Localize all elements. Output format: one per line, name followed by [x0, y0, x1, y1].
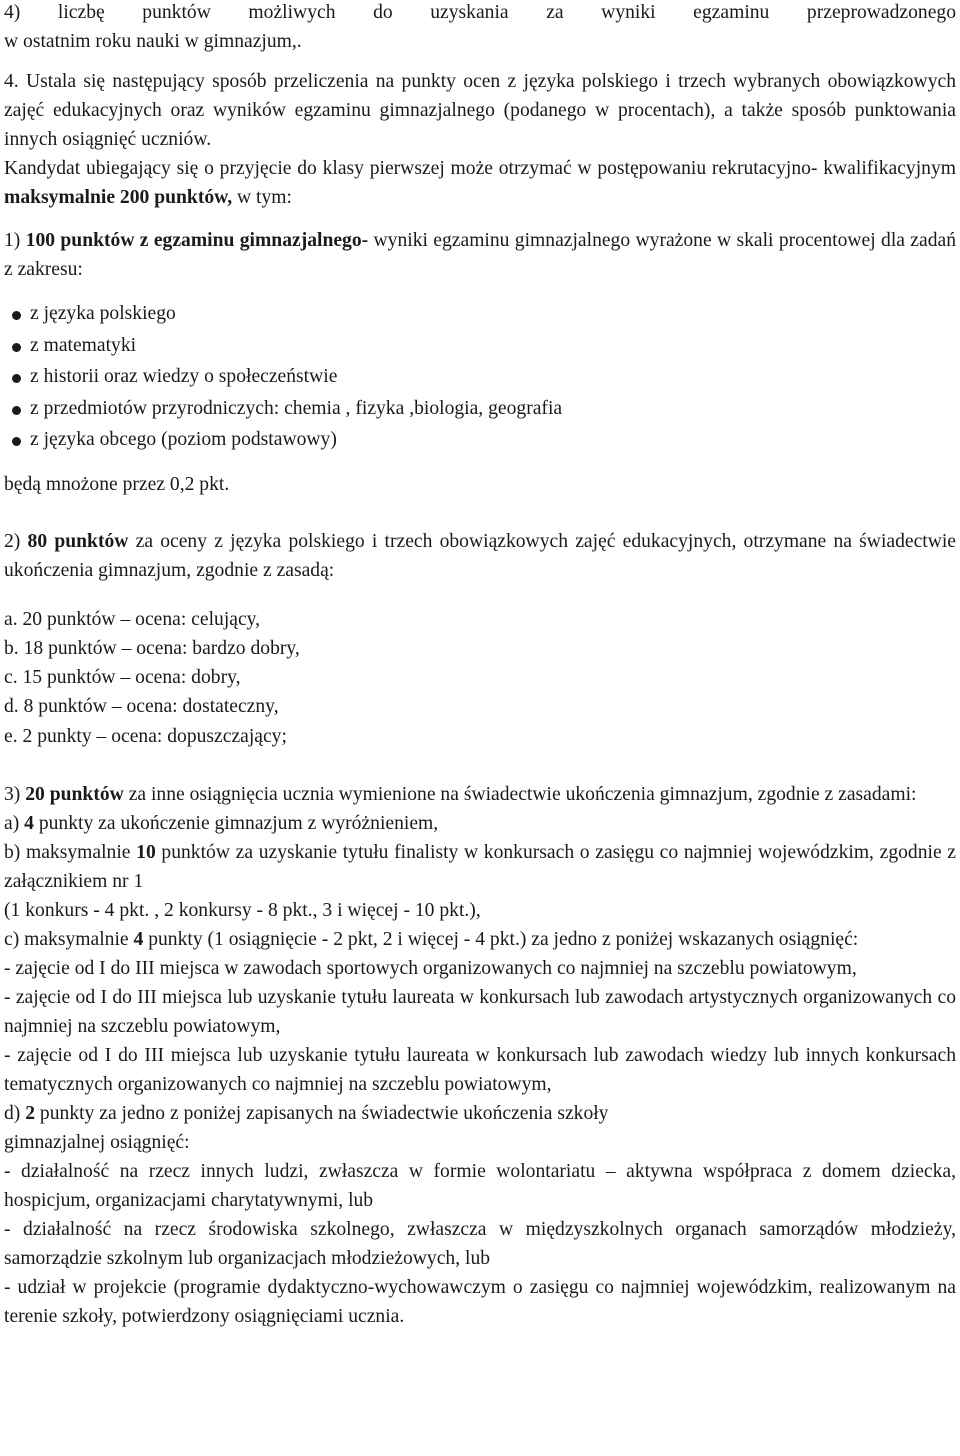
point-3-d-bold: 2 — [25, 1102, 36, 1124]
point-3-a — [4, 809, 956, 838]
point-3-b — [4, 838, 956, 896]
list-item: z historii oraz wiedzy o społeczeństwie — [10, 361, 956, 393]
exam-subject-list — [4, 298, 956, 456]
list-item: b. 18 punktów – ocena: bardzo dobry, — [4, 637, 300, 659]
point-1-text: wyniki egzaminu gimnazjalnego wyrażone w skali procentowej dla zadań z zakresu: — [4, 230, 956, 280]
list-item: - działalność na rzecz środowiska szkolnego, zwłaszcza w międzyszkolnych organach samorządów młodzieży, samorządzie szkolnym lub organizacjach młodzieżowych, lub — [4, 1218, 956, 1269]
point-3-b-bold: 10 — [136, 841, 156, 863]
point-1-bold: 100 punktów z egzaminu gimnazjalnego- — [25, 230, 369, 251]
list-item: - zajęcie od I do III miejsca w zawodach sportowych organizowanych co najmniej na szczeblu powiatowym, — [4, 957, 857, 979]
item-4-line1: 4) liczbę punktów możliwych do uzyskania za wyniki egzaminu przeprowadzonego — [4, 2, 956, 23]
multiplier-text: będą mnożone przez 0,2 pkt. — [4, 473, 230, 495]
point-1-number: 1) — [4, 230, 21, 251]
point-3-b-text: punktów za uzyskanie tytułu finalisty w konkursach o zasięgu co najmniej wojewódzkim, zgodnie z załącznikiem nr 1 — [4, 841, 957, 892]
list-item: - zajęcie od I do III miejsca lub uzyskanie tytułu laureata w konkursach lub zawodach wiedzy lub innych konkursach tematycznych organizowanych co najmniej na szczeblu powiatowym, — [4, 1044, 956, 1095]
point-2 — [4, 527, 956, 585]
point-3-d-prefix: d) — [4, 1102, 26, 1124]
list-item: a. 20 punktów – ocena: celujący, — [4, 608, 261, 630]
point-3-a-bold: 4 — [24, 812, 34, 834]
point-2-bold: 80 punktów — [27, 530, 129, 552]
kandydat-max-points: maksymalnie 200 punktów, — [4, 187, 233, 208]
list-item: z języka polskiego — [10, 298, 956, 330]
point-3-number: 3) — [4, 783, 21, 805]
point-3-d — [4, 1099, 956, 1128]
section-4-intro: 4. Ustala się następujący sposób przeliczenia na punkty ocen z języka polskiego i trzech wybranych obowiązkowych zajęć edukacyjnych oraz wyników egzaminu gimnazjalnego (podanego w procentach), a także sposób punktowania innych osiągnięć uczniów. — [4, 71, 956, 150]
list-item: e. 2 punkty – ocena: dopuszczający; — [4, 725, 287, 747]
point-3-b-prefix: b) maksymalnie — [4, 841, 137, 863]
point-3-d-line2: gimnazjalnej osiągnięć: — [4, 1131, 190, 1153]
list-item: c. 15 punktów – ocena: dobry, — [4, 667, 241, 689]
point-3-c-prefix: c) maksymalnie — [4, 928, 134, 950]
grade-list — [4, 605, 956, 751]
list-item: z matematyki — [10, 330, 956, 362]
point-3-c-bold: 4 — [133, 928, 144, 950]
kandydat-paragraph — [4, 154, 956, 212]
list-item: z przedmiotów przyrodniczych: chemia , fizyka ,biologia, geografia — [10, 393, 956, 425]
list-item: - udział w projekcie (programie dydaktyczno-wychowawczym o zasięgu co najmniej wojewódzkim, realizowanym na terenie szkoły, potwierdzony osiągnięciami ucznia. — [4, 1276, 956, 1327]
point-3-bold: 20 punktów — [25, 783, 124, 805]
list-item: z języka obcego (poziom podstawowy) — [10, 424, 956, 456]
kandydat-text-start: Kandydat ubiegający się o przyjęcie do klasy pierwszej może otrzymać w postępowaniu rekrutacyjno- kwalifikacyjnym — [4, 158, 956, 179]
list-item: - działalność na rzecz innych ludzi, zwłaszcza w formie wolontariatu – aktywna współpraca z domem dziecka, hospicjum, organizacjami charytatywnymi, lub — [4, 1160, 956, 1211]
list-item: d. 8 punktów – ocena: dostateczny, — [4, 696, 279, 718]
point-3-c-text: punkty (1 osiągnięcie - 2 pkt, 2 i więcej - 4 pkt.) za jedno z poniżej wskazanych osiągnięć: — [143, 928, 859, 950]
point-1 — [4, 226, 956, 284]
point-3-a-text: punkty za ukończenie gimnazjum z wyróżnieniem, — [33, 812, 439, 834]
point-3-text: za inne osiągnięcia ucznia wymienione na świadectwie ukończenia gimnazjum, zgodnie z zasadami: — [123, 783, 917, 805]
kandydat-text-end: w tym: — [232, 187, 292, 208]
point-3 — [4, 780, 956, 809]
item-4-line2: w ostatnim roku nauki w gimnazjum,. — [4, 31, 302, 52]
point-3-b-detail: (1 konkurs - 4 pkt. , 2 konkursy - 8 pkt., 3 i więcej - 10 pkt.), — [4, 899, 481, 921]
point-2-text: za oceny z języka polskiego i trzech obowiązkowych zajęć edukacyjnych, otrzymane na świadectwie ukończenia gimnazjum, zgodnie z zasadą: — [4, 530, 957, 581]
point-3-a-prefix: a) — [4, 812, 25, 834]
point-2-number: 2) — [4, 530, 21, 552]
point-3-c — [4, 925, 956, 954]
list-item: - zajęcie od I do III miejsca lub uzyskanie tytułu laureata w konkursach lub zawodach artystycznych organizowanych co najmniej na szczeblu powiatowym, — [4, 986, 956, 1037]
point-3-d-text: punkty za jedno z poniżej zapisanych na świadectwie ukończenia szkoły — [35, 1102, 609, 1124]
